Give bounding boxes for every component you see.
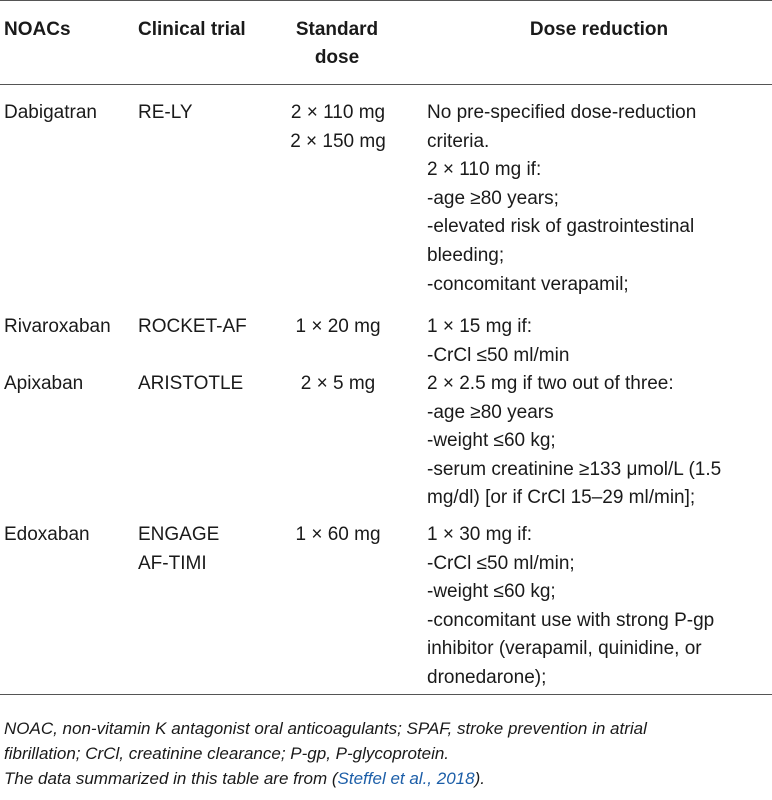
row-rivaroxaban-dose-reduction xyxy=(427,313,769,370)
dose-line: -weight ≤60 kg; xyxy=(427,430,556,452)
row-apixaban-dose-reduction xyxy=(427,370,769,513)
header-standard-dose xyxy=(276,16,398,72)
std-line: 1 × 60 mg xyxy=(295,524,381,545)
dose-line: -concomitant verapamil; xyxy=(427,273,629,295)
header-standard-dose-line1: Standard xyxy=(295,19,379,40)
dose-line: dronedarone); xyxy=(427,666,547,688)
row-apixaban-standard-dose xyxy=(276,370,400,399)
row-dabigatran-trial xyxy=(138,99,193,128)
dose-line: bleeding; xyxy=(427,244,505,266)
trial-line: ROCKET-AF xyxy=(138,316,247,337)
trial-line: RE-LY xyxy=(138,102,193,123)
std-line: 2 × 5 mg xyxy=(300,373,376,394)
table-footnote-source xyxy=(4,766,768,791)
dose-line: No pre-specified dose-reduction xyxy=(427,102,697,123)
dose-line: -weight ≤60 kg; xyxy=(427,581,556,603)
dose-line: -age ≥80 years xyxy=(427,401,554,423)
footnote-line: NOAC, non-vitamin K antagonist oral anticoagulants; SPAF, stroke prevention in atrial xyxy=(4,719,647,738)
trial-line: AF-TIMI xyxy=(138,552,207,574)
dose-line: criteria. xyxy=(427,130,490,152)
table-footnote-abbreviations xyxy=(4,716,768,766)
row-dabigatran-dose-reduction xyxy=(427,99,769,299)
header-clinical-trial: Clinical trial xyxy=(138,19,246,40)
row-dabigatran-noac: Dabigatran xyxy=(4,102,97,123)
header-noacs: NOACs xyxy=(4,19,71,40)
bottom-rule xyxy=(0,694,772,695)
row-edoxaban-dose-reduction xyxy=(427,521,769,693)
source-suffix: ). xyxy=(474,769,485,788)
row-edoxaban-trial xyxy=(138,521,219,578)
row-apixaban-trial xyxy=(138,370,243,399)
dose-line: 2 × 2.5 mg if two out of three: xyxy=(427,373,674,394)
row-rivaroxaban-noac: Rivaroxaban xyxy=(4,316,111,337)
trial-line: ARISTOTLE xyxy=(138,373,244,394)
dose-line: -elevated risk of gastrointestinal xyxy=(427,216,695,238)
dose-line: 1 × 15 mg if: xyxy=(427,316,533,337)
trial-line: ENGAGE xyxy=(138,524,220,545)
citation-link[interactable]: Steffel et al., 2018 xyxy=(337,769,475,788)
dose-line: -CrCl ≤50 ml/min; xyxy=(427,552,575,574)
dose-line: 1 × 30 mg if: xyxy=(427,524,533,545)
top-rule xyxy=(0,0,772,1)
std-line: 2 × 150 mg xyxy=(290,130,386,152)
header-rule xyxy=(0,84,772,85)
dose-line: mg/dl) [or if CrCl 15–29 ml/min]; xyxy=(427,487,696,509)
dose-line: inhibitor (verapamil, quinidine, or xyxy=(427,638,702,660)
row-dabigatran-standard-dose xyxy=(276,99,400,156)
header-standard-dose-line2: dose xyxy=(314,47,360,68)
row-apixaban-noac: Apixaban xyxy=(4,373,84,394)
std-line: 2 × 110 mg xyxy=(290,102,386,123)
dose-line: -serum creatinine ≥133 μmol/L (1.5 xyxy=(427,458,722,480)
header-dose-reduction: Dose reduction xyxy=(529,19,669,40)
dose-line: 2 × 110 mg if: xyxy=(427,159,542,181)
dose-line: -age ≥80 years; xyxy=(427,187,559,209)
std-line: 1 × 20 mg xyxy=(295,316,381,337)
row-rivaroxaban-trial xyxy=(138,313,247,342)
source-prefix: The data summarized in this table are from ( xyxy=(4,769,338,788)
footnote-line: fibrillation; CrCl, creatinine clearance; P-gp, P-glycoprotein. xyxy=(4,744,450,763)
row-edoxaban-standard-dose xyxy=(276,521,400,550)
dose-line: -CrCl ≤50 ml/min xyxy=(427,344,570,366)
dose-line: -concomitant use with strong P-gp xyxy=(427,609,715,631)
row-rivaroxaban-standard-dose xyxy=(276,313,400,342)
row-edoxaban-noac: Edoxaban xyxy=(4,524,90,545)
